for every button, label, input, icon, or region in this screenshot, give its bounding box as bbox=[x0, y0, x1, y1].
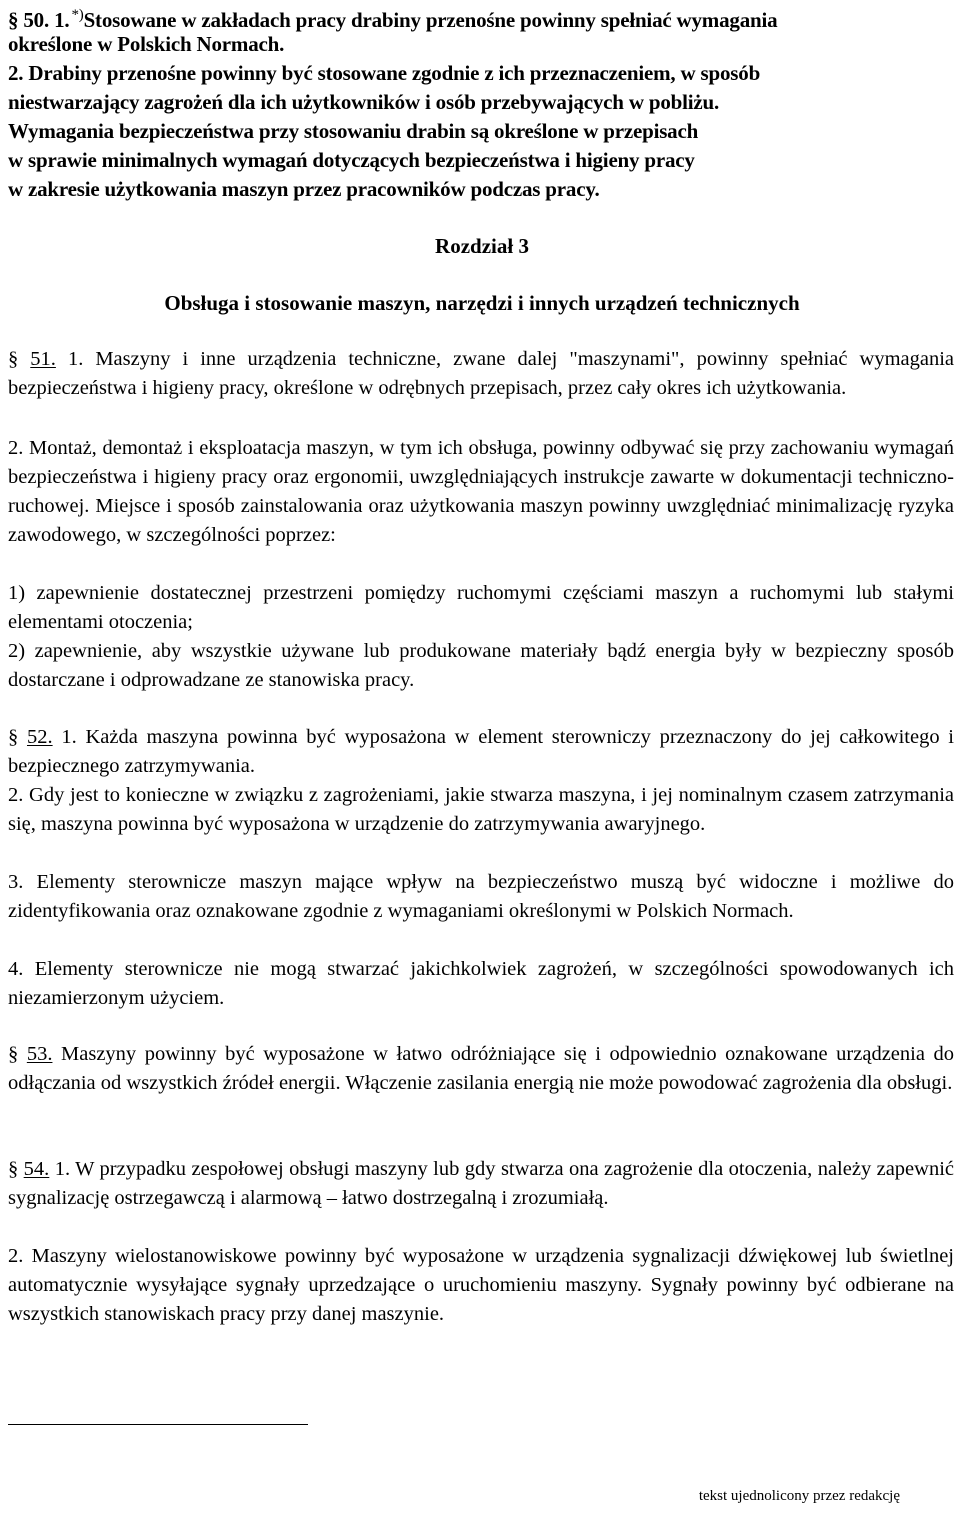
footnote-divider bbox=[8, 1424, 308, 1425]
text-line: Stosowane w zakładach pracy drabiny przenośne powinny spełniać wymagania bbox=[83, 8, 778, 32]
section-52-paragraph-1 bbox=[8, 723, 954, 781]
paragraph-number: 1. bbox=[54, 8, 70, 32]
chapter-title: Obsługa i stosowanie maszyn, narzędzi i innych urządzeń technicznych bbox=[164, 291, 800, 315]
section-number: 52. bbox=[26, 726, 53, 748]
paragraph-text: 1. Każda maszyna powinna być wyposażona w element sterowniczy przeznaczony do jej całkowitego i bezpiecznego zatrzymywania. bbox=[8, 726, 955, 777]
paragraph-text: 1. W przypadku zespołowej obsługi maszyny lub gdy stwarza ona zagrożenie dla otoczenia, należy zapewnić sygnalizację ostrzegawczą i alarmową – łatwo dostrzegalną i zrozumiałą. bbox=[8, 1158, 955, 1209]
section-51-paragraph-2: 2. Montaż, demontaż i eksploatacja maszyn, w tym ich obsługa, powinny odbywać się przy zachowaniu wymagań bezpieczeństwa i higieny pracy oraz ergonomii, uwzględniających instrukcje zawarte w dokumentacji techniczno-ruchowej. Miejsce i sposób zainstalowania oraz użytkowania maszyn powinny uwzględniać minimalizację ryzyka zawodowego, w szczególności poprzez: bbox=[8, 437, 954, 546]
section-sign: § bbox=[8, 348, 19, 370]
section-52-paragraph-4: 4. Elementy sterownicze nie mogą stwarzać jakichkolwiek zagrożeń, w szczególności spowodowanych ich niezamierzonym użyciem. bbox=[8, 958, 954, 1009]
text-line: w zakresie użytkowania maszyn przez pracowników podczas pracy. bbox=[8, 177, 600, 201]
section-sign: § bbox=[8, 1043, 19, 1065]
section-54-paragraph-2: 2. Maszyny wielostanowiskowe powinny być wyposażone w urządzenia sygnalizacji dźwiękowej lub świetlnej automatycznie wysyłające sygnały uprzedzające o uruchomieniu maszyny. Sygnały powinny być odbierane na wszystkich stanowiskach pracy przy danej maszynie. bbox=[8, 1245, 954, 1325]
section-number: 50. bbox=[23, 8, 50, 32]
section-54-paragraph-1 bbox=[8, 1155, 954, 1213]
section-sign: § bbox=[8, 8, 19, 32]
section-52-paragraph-2: 2. Gdy jest to konieczne w związku z zagrożeniami, jakie stwarza maszyna, i jej nominalnym czasem zatrzymania się, maszyna powinna być wyposażona w urządzenie do zatrzymywania awaryjnego. bbox=[8, 784, 954, 835]
section-51-paragraph-1 bbox=[8, 345, 954, 403]
text-line: określone w Polskich Normach. bbox=[8, 32, 285, 56]
footnote-text: tekst ujednolicony przez redakcję bbox=[698, 1488, 900, 1504]
paragraph-text: Maszyny powinny być wyposażone w łatwo odróżniające się i odpowiednio oznakowane urządzenia do odłączania od wszystkich źródeł energii. Włączenie zasilania energią nie może powodować zagrożenia dla obsługi. bbox=[8, 1043, 955, 1094]
footnote-marker: *) bbox=[71, 7, 84, 23]
section-51-item-2: 2) zapewnienie, aby wszystkie używane lub produkowane materiały bądź energia były w bezpieczny sposób dostarczane i odprowadzane ze stanowiska pracy. bbox=[8, 640, 954, 691]
text-line: w sprawie minimalnych wymagań dotyczących bezpieczeństwa i higieny pracy bbox=[8, 148, 695, 172]
text-line: niestwarzający zagrożeń dla ich użytkowników i osób przebywających w pobliżu. bbox=[8, 90, 720, 114]
section-sign: § bbox=[8, 1158, 19, 1180]
paragraph-text: 1. Maszyny i inne urządzenia techniczne, zwane dalej "maszynami", powinny spełniać wymagania bezpieczeństwa i higieny pracy, określone w odrębnych przepisach, przez cały okres ich użytkowania. bbox=[8, 348, 955, 399]
text-line: 2. Drabiny przenośne powinny być stosowane zgodnie z ich przeznaczeniem, w sposób bbox=[8, 61, 761, 85]
section-52-paragraph-3: 3. Elementy sterownicze maszyn mające wpływ na bezpieczeństwo muszą być widoczne i możliwe do zidentyfikowania oraz oznakowane zgodnie z wymaganiami określonymi w Polskich Normach. bbox=[8, 871, 954, 922]
section-number: 54. bbox=[23, 1158, 50, 1180]
section-number: 51. bbox=[30, 348, 56, 370]
section-51-item-1: 1) zapewnienie dostatecznej przestrzeni pomiędzy ruchomymi częściami maszyn a ruchomymi lub stałymi elementami otoczenia; bbox=[8, 582, 954, 633]
section-50-line-1 bbox=[8, 2, 777, 33]
section-53-paragraph bbox=[8, 1040, 954, 1098]
text-line: Wymagania bezpieczeństwa przy stosowaniu drabin są określone w przepisach bbox=[8, 119, 699, 143]
section-number: 53. bbox=[26, 1043, 53, 1065]
section-sign: § bbox=[8, 726, 19, 748]
chapter-number: Rozdział 3 bbox=[435, 234, 529, 258]
